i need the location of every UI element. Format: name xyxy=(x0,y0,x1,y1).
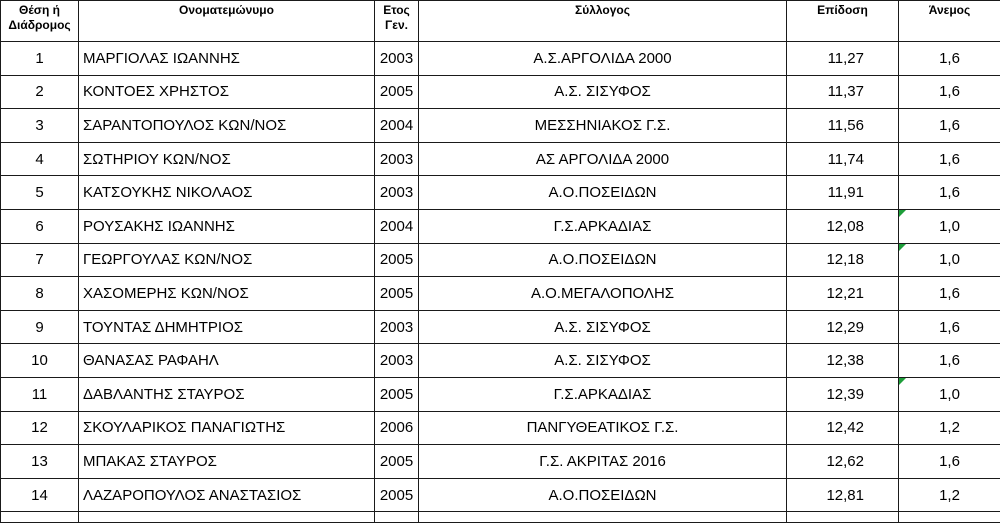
header-club-label: Σύλλογος xyxy=(575,3,630,17)
position-cell[interactable]: 2 xyxy=(1,75,79,109)
position-cell[interactable]: 12 xyxy=(1,411,79,445)
name-cell[interactable]: ΚΟΝΤΟΕΣ ΧΡΗΣΤΟΣ xyxy=(79,75,375,109)
table-row xyxy=(1,344,1000,378)
performance-cell[interactable]: 12,21 xyxy=(787,277,899,311)
wind-cell[interactable]: 1,0 xyxy=(899,243,1000,277)
empty-cell[interactable] xyxy=(1,512,79,523)
wind-cell[interactable]: 1,6 xyxy=(899,75,1000,109)
wind-cell[interactable]: 1,6 xyxy=(899,42,1000,76)
header-year-line2: Γεν. xyxy=(375,18,418,33)
position-cell[interactable]: 5 xyxy=(1,176,79,210)
table-header xyxy=(1,1,1000,42)
comment-indicator-icon[interactable] xyxy=(899,378,906,385)
club-cell[interactable]: Γ.Σ.ΑΡΚΑΔΙΑΣ xyxy=(419,209,787,243)
name-cell[interactable]: ΣΩΤΗΡΙΟΥ ΚΩΝ/ΝΟΣ xyxy=(79,142,375,176)
comment-indicator-icon[interactable] xyxy=(899,210,906,217)
performance-cell[interactable]: 12,38 xyxy=(787,344,899,378)
position-cell[interactable]: 4 xyxy=(1,142,79,176)
year-cell[interactable]: 2005 xyxy=(375,277,419,311)
club-cell[interactable]: Α.Σ. ΣΙΣΥΦΟΣ xyxy=(419,344,787,378)
header-position-line1: Θέση ή xyxy=(1,3,78,18)
empty-cell[interactable] xyxy=(79,512,375,523)
table-row xyxy=(1,445,1000,479)
header-position[interactable] xyxy=(1,1,79,42)
empty-cell[interactable] xyxy=(899,512,1000,523)
club-cell[interactable]: Γ.Σ. ΑΚΡΙΤΑΣ 2016 xyxy=(419,445,787,479)
header-wind[interactable] xyxy=(899,1,1000,42)
wind-cell[interactable]: 1,6 xyxy=(899,109,1000,143)
wind-cell[interactable]: 1,0 xyxy=(899,209,1000,243)
performance-cell[interactable]: 12,42 xyxy=(787,411,899,445)
position-cell[interactable]: 6 xyxy=(1,209,79,243)
performance-cell[interactable]: 11,91 xyxy=(787,176,899,210)
year-cell[interactable]: 2003 xyxy=(375,42,419,76)
performance-cell[interactable]: 12,29 xyxy=(787,310,899,344)
position-cell[interactable]: 7 xyxy=(1,243,79,277)
name-cell[interactable]: ΓΕΩΡΓΟΥΛΑΣ ΚΩΝ/ΝΟΣ xyxy=(79,243,375,277)
year-cell[interactable]: 2003 xyxy=(375,176,419,210)
performance-cell[interactable]: 11,37 xyxy=(787,75,899,109)
header-position-line2: Διάδρομος xyxy=(1,18,78,33)
wind-cell[interactable]: 1,6 xyxy=(899,310,1000,344)
position-cell[interactable]: 11 xyxy=(1,377,79,411)
year-cell[interactable]: 2006 xyxy=(375,411,419,445)
header-performance[interactable] xyxy=(787,1,899,42)
table-row xyxy=(1,109,1000,143)
year-cell[interactable]: 2003 xyxy=(375,310,419,344)
year-cell[interactable]: 2005 xyxy=(375,243,419,277)
performance-cell[interactable]: 11,56 xyxy=(787,109,899,143)
performance-cell[interactable]: 11,74 xyxy=(787,142,899,176)
table-body xyxy=(1,42,1000,523)
empty-cell[interactable] xyxy=(419,512,787,523)
name-cell[interactable]: ΔΑΒΛΑΝΤΗΣ ΣΤΑΥΡΟΣ xyxy=(79,377,375,411)
table-row xyxy=(1,176,1000,210)
year-cell[interactable]: 2005 xyxy=(375,75,419,109)
club-cell[interactable]: Α.Ο.ΠΟΣΕΙΔΩΝ xyxy=(419,176,787,210)
table-row xyxy=(1,277,1000,311)
club-cell[interactable]: Α.Σ. ΣΙΣΥΦΟΣ xyxy=(419,75,787,109)
name-cell[interactable]: ΜΠΑΚΑΣ ΣΤΑΥΡΟΣ xyxy=(79,445,375,479)
wind-cell[interactable]: 1,6 xyxy=(899,176,1000,210)
wind-cell[interactable]: 1,2 xyxy=(899,411,1000,445)
empty-row xyxy=(1,512,1000,523)
table-row xyxy=(1,209,1000,243)
performance-cell[interactable]: 12,08 xyxy=(787,209,899,243)
header-performance-label: Επίδοση xyxy=(817,3,868,17)
club-cell[interactable]: ΑΣ ΑΡΓΟΛΙΔΑ 2000 xyxy=(419,142,787,176)
name-cell[interactable]: ΘΑΝΑΣΑΣ ΡΑΦΑΗΛ xyxy=(79,344,375,378)
performance-cell[interactable]: 12,18 xyxy=(787,243,899,277)
name-cell[interactable]: ΜΑΡΓΙΟΛΑΣ ΙΩΑΝΝΗΣ xyxy=(79,42,375,76)
wind-cell[interactable]: 1,2 xyxy=(899,478,1000,512)
position-cell[interactable]: 10 xyxy=(1,344,79,378)
name-cell[interactable]: ΣΚΟΥΛΑΡΙΚΟΣ ΠΑΝΑΓΙΩΤΗΣ xyxy=(79,411,375,445)
wind-cell[interactable]: 1,6 xyxy=(899,344,1000,378)
position-cell[interactable]: 3 xyxy=(1,109,79,143)
position-cell[interactable]: 13 xyxy=(1,445,79,479)
club-cell[interactable]: Α.Σ.ΑΡΓΟΛΙΔΑ 2000 xyxy=(419,42,787,76)
position-cell[interactable]: 1 xyxy=(1,42,79,76)
position-cell[interactable]: 8 xyxy=(1,277,79,311)
table-row xyxy=(1,478,1000,512)
year-cell[interactable]: 2004 xyxy=(375,209,419,243)
year-cell[interactable]: 2005 xyxy=(375,377,419,411)
club-cell[interactable]: Α.Ο.ΜΕΓΑΛΟΠΟΛΗΣ xyxy=(419,277,787,311)
table-row xyxy=(1,377,1000,411)
table-row xyxy=(1,243,1000,277)
club-cell[interactable]: Α.Ο.ΠΟΣΕΙΔΩΝ xyxy=(419,478,787,512)
header-club[interactable] xyxy=(419,1,787,42)
performance-cell[interactable]: 11,27 xyxy=(787,42,899,76)
performance-cell[interactable]: 12,81 xyxy=(787,478,899,512)
table-row xyxy=(1,142,1000,176)
wind-cell[interactable]: 1,6 xyxy=(899,142,1000,176)
table-row xyxy=(1,310,1000,344)
performance-cell[interactable]: 12,62 xyxy=(787,445,899,479)
name-cell[interactable]: ΣΑΡΑΝΤΟΠΟΥΛΟΣ ΚΩΝ/ΝΟΣ xyxy=(79,109,375,143)
performance-cell[interactable]: 12,39 xyxy=(787,377,899,411)
empty-cell[interactable] xyxy=(375,512,419,523)
club-cell[interactable]: Α.Ο.ΠΟΣΕΙΔΩΝ xyxy=(419,243,787,277)
header-wind-label: Άνεμος xyxy=(929,3,971,17)
table-row xyxy=(1,42,1000,76)
empty-cell[interactable] xyxy=(787,512,899,523)
table-row xyxy=(1,75,1000,109)
header-row xyxy=(1,1,1000,42)
year-cell[interactable]: 2003 xyxy=(375,344,419,378)
header-name[interactable] xyxy=(79,1,375,42)
header-year-line1: Ετος xyxy=(375,3,418,18)
wind-cell[interactable]: 1,6 xyxy=(899,445,1000,479)
position-cell[interactable]: 9 xyxy=(1,310,79,344)
position-cell[interactable]: 14 xyxy=(1,478,79,512)
header-name-label: Ονοματεμώνυμο xyxy=(179,3,274,17)
name-cell[interactable]: ΚΑΤΣΟΥΚΗΣ ΝΙΚΟΛΑΟΣ xyxy=(79,176,375,210)
header-year[interactable] xyxy=(375,1,419,42)
club-cell[interactable]: Γ.Σ.ΑΡΚΑΔΙΑΣ xyxy=(419,377,787,411)
table-row xyxy=(1,411,1000,445)
year-cell[interactable]: 2005 xyxy=(375,445,419,479)
comment-indicator-icon[interactable] xyxy=(899,244,906,251)
name-cell[interactable]: ΡΟΥΣΑΚΗΣ ΙΩΑΝΝΗΣ xyxy=(79,209,375,243)
year-cell[interactable]: 2003 xyxy=(375,142,419,176)
year-cell[interactable]: 2005 xyxy=(375,478,419,512)
club-cell[interactable]: ΠΑΝΓΥΘΕΑΤΙΚΟΣ Γ.Σ. xyxy=(419,411,787,445)
name-cell[interactable]: ΛΑΖΑΡΟΠΟΥΛΟΣ ΑΝΑΣΤΑΣΙΟΣ xyxy=(79,478,375,512)
name-cell[interactable]: ΧΑΣΟΜΕΡΗΣ ΚΩΝ/ΝΟΣ xyxy=(79,277,375,311)
club-cell[interactable]: ΜΕΣΣΗΝΙΑΚΟΣ Γ.Σ. xyxy=(419,109,787,143)
name-cell[interactable]: ΤΟΥΝΤΑΣ ΔΗΜΗΤΡΙΟΣ xyxy=(79,310,375,344)
wind-cell[interactable]: 1,6 xyxy=(899,277,1000,311)
club-cell[interactable]: Α.Σ. ΣΙΣΥΦΟΣ xyxy=(419,310,787,344)
wind-cell[interactable]: 1,0 xyxy=(899,377,1000,411)
year-cell[interactable]: 2004 xyxy=(375,109,419,143)
